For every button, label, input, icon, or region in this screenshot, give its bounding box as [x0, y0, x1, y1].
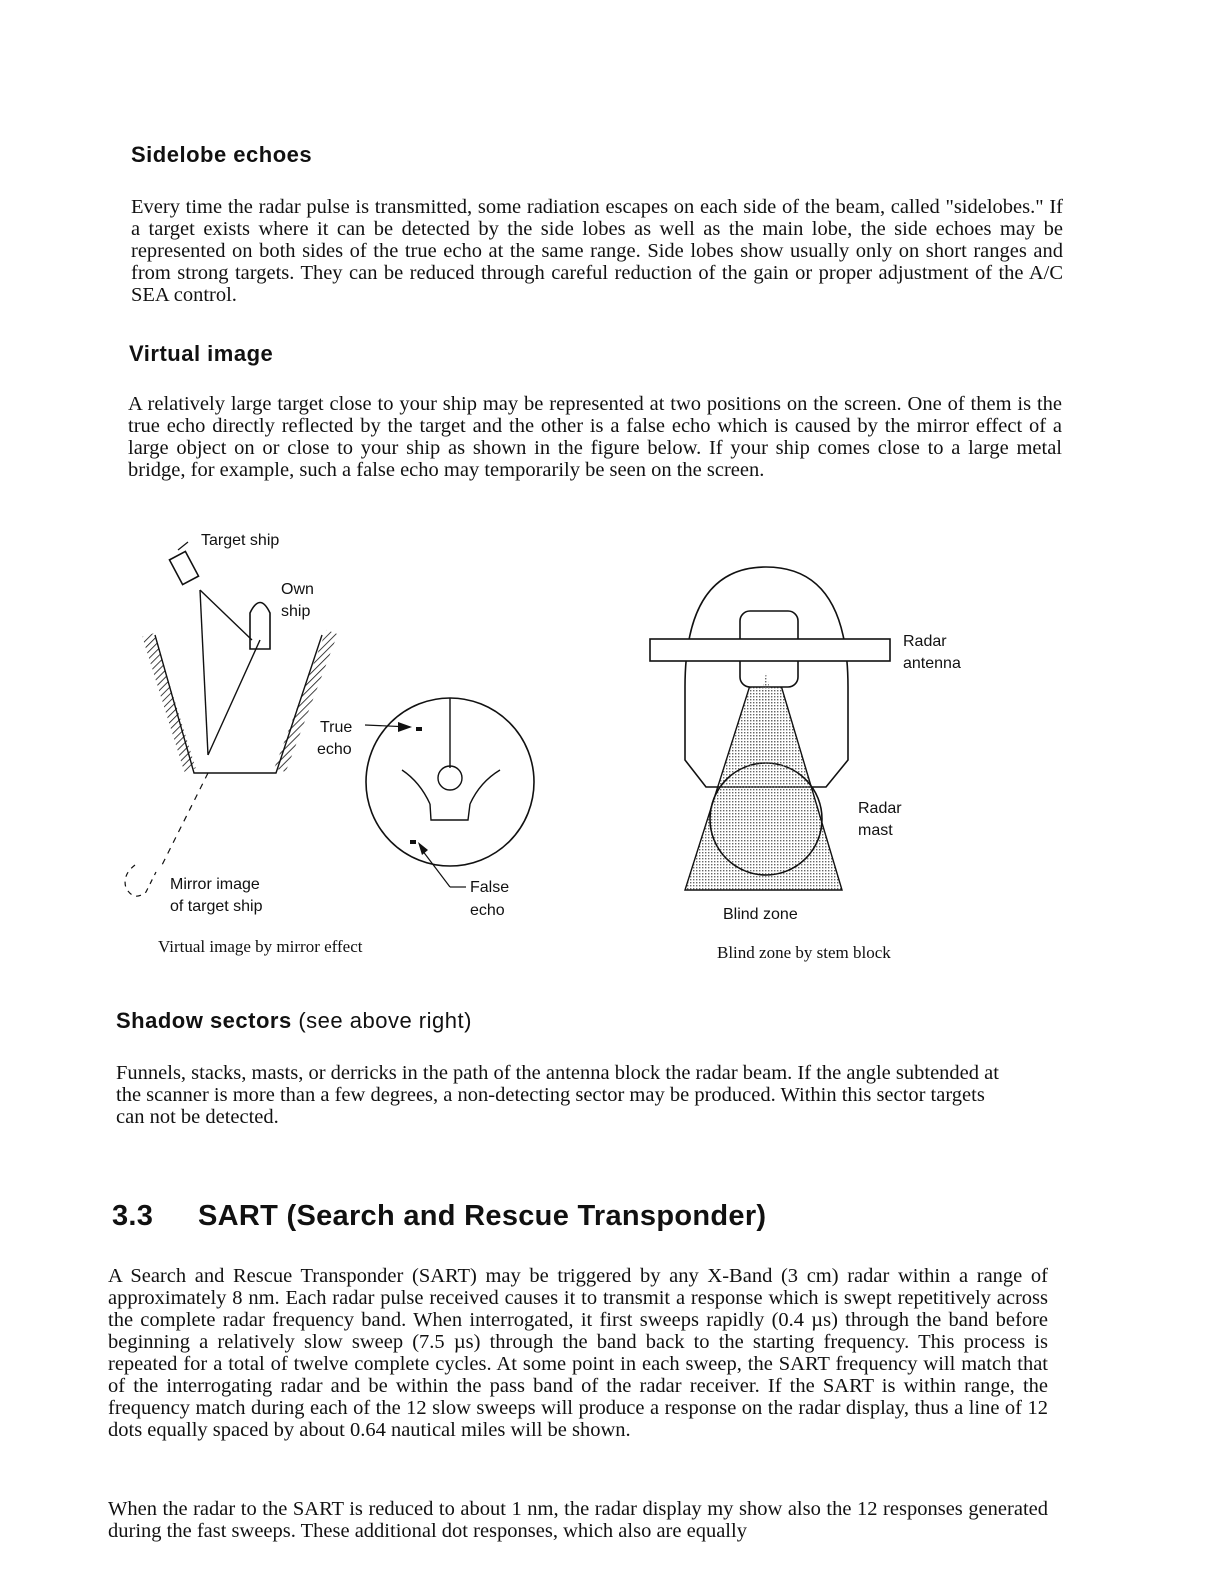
true-echo-mark: [416, 727, 422, 731]
mirror-image-icon: [125, 865, 156, 896]
sart-paragraph-1: A Search and Rescue Transponder (SART) may be triggered by any X-Band (3 cm) radar within a range of approximately 8 nm. Each radar pulse received causes it to transmit a response which is swept repetitively across the complete radar frequency band. When interrogated, it first sweeps rapidly (0.4 µs) through the band before beginning a relatively slow sweep (7.5 µs) through the band back to the starting frequency. This process is repeated for a total of twelve complete cycles. At some point in each sweep, the SART frequency will match that of the interrogating radar and be within the pass band of the radar receiver. If the SART is within range, the frequency match during each of the 12 slow sweeps will produce a response on the radar display, thus a line of 12 dots equally spaced by about 0.64 nautical miles will be shown.: [108, 1265, 1048, 1441]
sart-paragraph-2: When the radar to the SART is reduced to about 1 nm, the radar display my show also the 12 responses generated during the fast sweeps. These additional dot responses, which also are equally: [108, 1498, 1048, 1542]
target-ship-label: Target ship: [201, 532, 280, 549]
figure-left-caption: Virtual image by mirror effect: [158, 937, 363, 956]
blind-zone-figure: [630, 555, 1030, 965]
figure-right-caption: Blind zone by stem block: [717, 943, 891, 962]
sidelobe-heading: Sidelobe echoes: [131, 142, 313, 167]
shadow-heading-bold: Shadow sectors: [116, 1008, 292, 1033]
radar-antenna-label-2: antenna: [903, 655, 961, 672]
shadow-paragraph: Funnels, stacks, masts, or derricks in the path of the antenna block the radar beam. If the angle subtended at the scanner is more than a few degrees, a non-detecting sector may be produced. Within this sector targets can not be detected.: [116, 1062, 999, 1128]
virtual-paragraph: A relatively large target close to your ship may be represented at two positions on the screen. One of them is the true echo directly reflected by the target and the other is a false echo which is caused by the mirror effect of a large object on or close to your ship as shown in the figure below. If your ship comes close to a large metal bridge, for example, such a false echo may temporarily be seen on the screen.: [128, 393, 1062, 481]
section-title: SART (Search and Rescue Transponder): [198, 1200, 767, 1232]
left-bank-hatching: [148, 635, 190, 770]
blind-zone-label: Blind zone: [723, 906, 798, 923]
ship-label: ship: [281, 603, 311, 620]
radar-antenna-label-1: Radar: [903, 633, 947, 650]
mirror-label-1: Mirror image: [170, 876, 260, 893]
section-heading: [112, 1200, 766, 1233]
false-echo-label-2: echo: [470, 902, 505, 919]
virtual-heading: Virtual image: [129, 341, 274, 366]
own-label: Own: [281, 581, 314, 598]
true-echo-label-2: echo: [317, 741, 352, 758]
radar-mast-label-1: Radar: [858, 800, 902, 817]
false-echo-label-1: False: [470, 879, 510, 896]
radar-mast-label-2: mast: [858, 822, 893, 839]
virtual-image-figure: [110, 520, 560, 965]
mirror-label-2: of target ship: [170, 898, 263, 915]
true-echo-label-1: True: [320, 719, 353, 736]
sidelobe-paragraph: Every time the radar pulse is transmitted, some radiation escapes on each side of the beam, called "sidelobes." If a target exists where it can be detected by the side lobes as well as the main lobe, the side echoes may be represented on both sides of the true echo at the same range. Side lobes show usually only on short ranges and from strong targets. They can be reduced through careful reduction of the gain or proper adjustment of the A/C SEA control.: [131, 196, 1063, 306]
target-ship-icon: [169, 542, 198, 585]
shadow-heading-note: (see above right): [298, 1008, 472, 1033]
section-number: 3.3: [112, 1200, 154, 1232]
shadow-heading: [116, 1008, 472, 1034]
false-echo-mark: [410, 840, 416, 844]
radar-antenna-bar: [650, 639, 890, 661]
own-ship-icon: [250, 603, 270, 650]
